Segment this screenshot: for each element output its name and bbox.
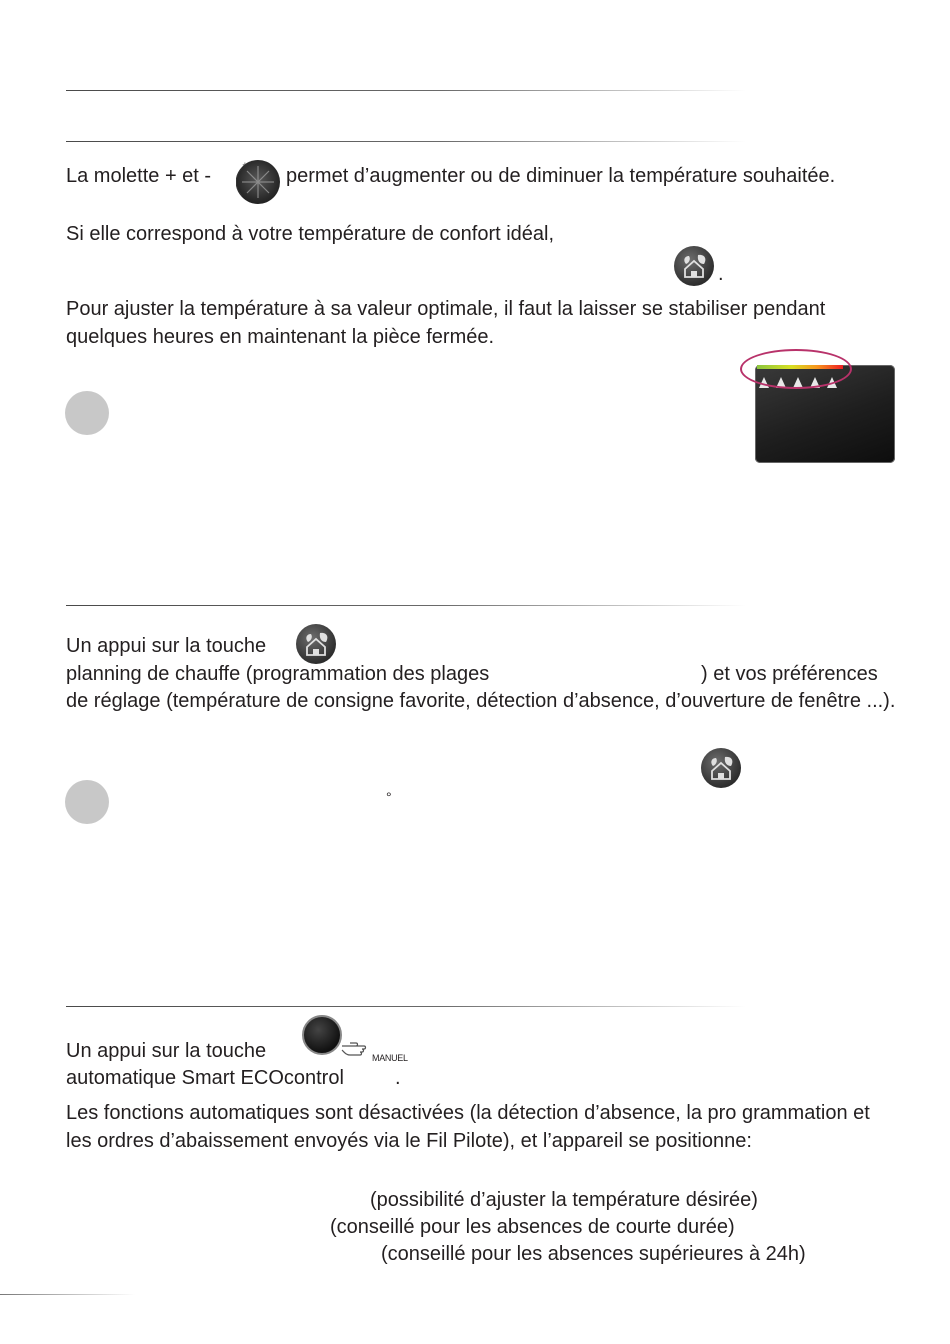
section3-intro: Un appui sur la touche [66, 1040, 267, 1062]
section-divider [66, 141, 746, 142]
planning-text-b: ) et vos préférences [701, 663, 878, 685]
smart-eco-period: . [395, 1067, 401, 1089]
stabilize-paragraph: Pour ajuster la température à sa valeur optimale, il faut la laisser se stabiliser pendant quelques heures en maintenant la pièce fermée. [66, 298, 826, 348]
preferences-paragraph: de réglage (température de consigne favorite, détection d’absence, d’ouverture de fenêtre ...). [66, 690, 896, 712]
section2-intro: Un appui sur la touche [66, 635, 267, 657]
pointing-hand-icon [340, 1038, 374, 1064]
smart-eco-house-leaf-icon [674, 246, 714, 286]
option-comfort: (possibilité d’ajuster la température désirée) [370, 1189, 758, 1211]
option-eco: (conseillé pour les absences de courte durée) [330, 1216, 735, 1238]
footer-divider [0, 1294, 135, 1295]
planning-text-a: planning de chauffe (programmation des plages [66, 663, 490, 685]
smart-eco-house-leaf-icon [701, 748, 741, 788]
manuel-label: MANUEL [372, 1053, 408, 1063]
option-frost: (conseillé pour les absences supérieures à 24h) [381, 1243, 806, 1265]
section-divider [66, 605, 746, 606]
temperature-dial-icon [236, 160, 280, 204]
display-highlight-ellipse [740, 349, 852, 389]
comfort-period: . [718, 263, 724, 285]
smart-eco-house-leaf-icon[interactable] [296, 624, 336, 664]
dial-description: permet d’augmenter ou de diminuer la température souhaitée. [286, 165, 836, 187]
smart-eco-text: automatique Smart ECOcontrol [66, 1067, 344, 1089]
step-bullet [65, 780, 109, 824]
svg-text:+: + [242, 161, 248, 169]
step-bullet [65, 391, 109, 435]
degree-symbol: ° [386, 789, 392, 805]
comfort-text: Si elle correspond à votre température de confort idéal, [66, 223, 555, 245]
manuel-button-icon[interactable] [302, 1015, 342, 1055]
dial-intro-text: La molette + et - [66, 165, 212, 187]
section-divider [66, 1006, 746, 1007]
automatic-functions-paragraph: Les fonctions automatiques sont désactivées (la détection d’absence, la pro grammation et les ordres d’abaissement envoyés via le Fil Pilote), et l’appareil se positionne: [66, 1102, 870, 1152]
section-divider [66, 90, 746, 91]
